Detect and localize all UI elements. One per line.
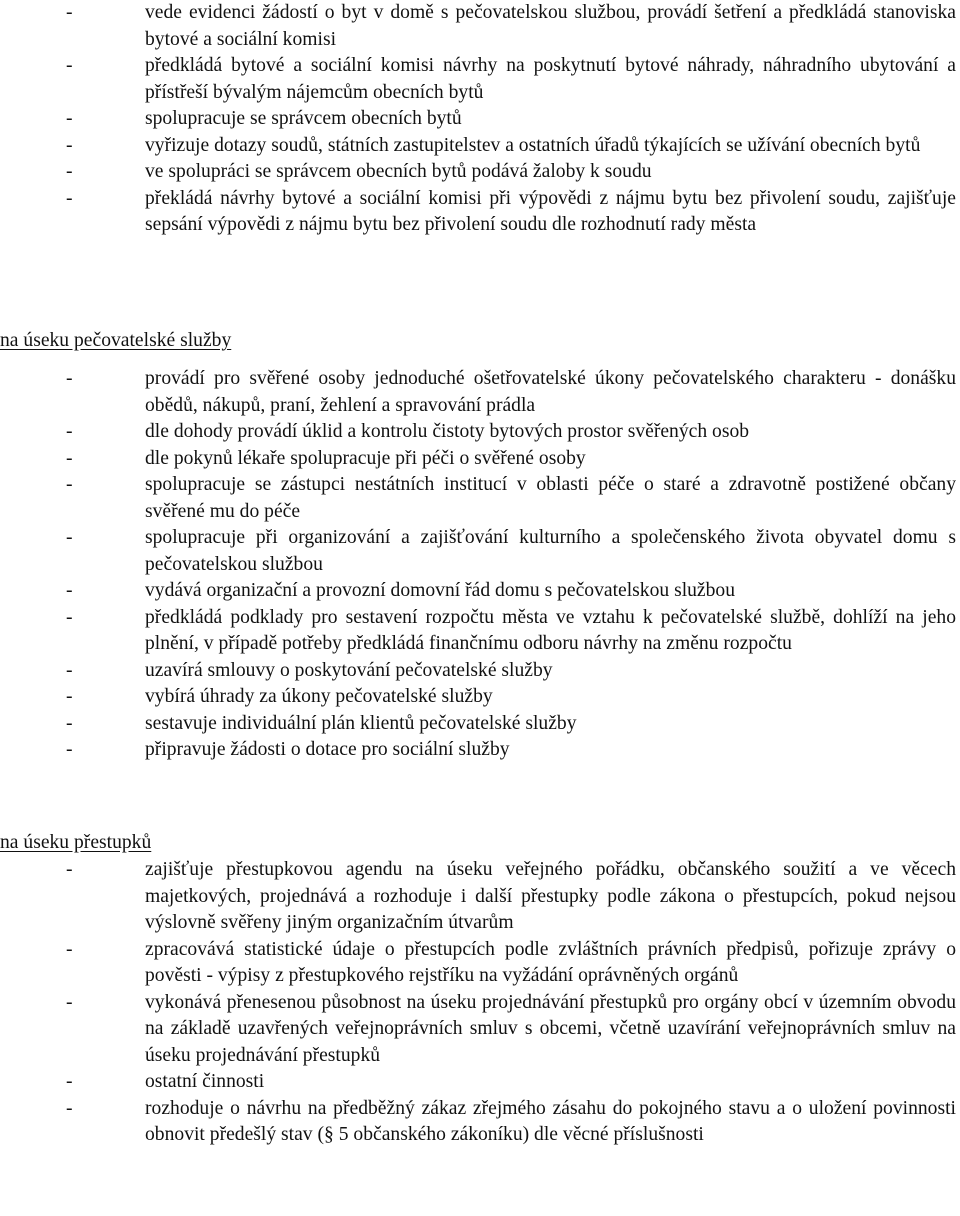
list-item — [0, 106, 960, 133]
list-item — [0, 159, 960, 186]
list-item-text: dle dohody provádí úklid a kontrolu čistoty bytových prostor svěřených osob — [145, 421, 750, 442]
bullet-dash: - — [66, 712, 73, 734]
list-item — [0, 53, 960, 106]
list-item-text: spolupracuje se správcem obecních bytů — [145, 108, 462, 129]
list-item-text: připravuje žádosti o dotace pro sociální služby — [145, 739, 510, 760]
list-item — [0, 990, 960, 1070]
list-item-text: spolupracuje při organizování a zajišťování kulturního a společenského života obyvatel domu s pečovatelskou službou — [145, 527, 956, 575]
list-item-text: rozhoduje o návrhu na předběžný zákaz zřejmého zásahu do pokojného stavu a o uložení povinnosti obnovit předešlý stav (§ 5 občanského zákoníku) dle věcné příslušnosti — [145, 1097, 956, 1145]
list-item-text: spolupracuje se zástupci nestátních institucí v oblasti péče o staré a zdravotně postižené občany svěřené mu do péče — [145, 474, 956, 522]
list-item — [0, 737, 960, 764]
list-item-text: vede evidenci žádostí o byt v domě s pečovatelskou službou, provádí šetření a předkládá stanoviska bytové a sociální komisi — [145, 2, 956, 50]
bullet-dash: - — [66, 686, 73, 707]
bullet-dash: - — [66, 859, 73, 880]
list-item — [0, 446, 960, 473]
list-item-text: vybírá úhrady za úkony pečovatelské služby — [145, 686, 493, 707]
list-item — [0, 366, 960, 419]
list-item — [0, 937, 960, 990]
list-item-text: vydává organizační a provozní domovní řád domu s pečovatelskou službou — [145, 580, 736, 601]
list-item-text: zpracovává statistické údaje o přestupcích podle zvláštních právních předpisů, pořizuje zprávy o pověsti - výpisy z přestupkového rejstříku na vyžádání oprávněných orgánů — [145, 938, 956, 986]
bullet-dash: - — [66, 2, 73, 23]
list-item-text: ve spolupráci se správcem obecních bytů podává žaloby k soudu — [145, 161, 652, 182]
list-item — [0, 605, 960, 658]
list-item — [0, 472, 960, 525]
list-item-text: předkládá bytové a sociální komisi návrhy na poskytnutí bytové náhrady, náhradního ubytování a přístřeší bývalým nájemcům obecních bytů — [145, 55, 956, 103]
bullet-dash: - — [66, 938, 73, 960]
list-item — [0, 658, 960, 685]
list-item-text: překládá návrhy bytové a sociální komisi při výpovědi z nájmu bytu bez přivolení soudu, zajišťuje sepsání výpovědi z nájmu bytu bez přivolení soudu dle rozhodnutí rady města — [145, 187, 956, 235]
bullet-dash: - — [66, 55, 73, 76]
bullet-dash: - — [66, 739, 73, 760]
list-item-text: vykonává přenesenou působnost na úseku projednávání přestupků pro orgány obcí v územním obvodu na základě uzavřených veřejnoprávních smluv s obcemi, včetně uzavírání veřejnoprávních smluv na úseku projednávání přestupků — [145, 991, 956, 1066]
bullet-dash: - — [66, 108, 73, 129]
bullet-dash: - — [66, 134, 73, 156]
list-item — [0, 684, 960, 711]
section-heading-care-service: na úseku pečovatelské služby — [0, 330, 232, 351]
list-item — [0, 186, 960, 239]
list-item — [0, 578, 960, 605]
list-item-text: ostatní činnosti — [145, 1071, 265, 1092]
section-heading-offences: na úseku přestupků — [0, 832, 152, 853]
section-offences-list — [0, 857, 960, 1149]
bullet-dash: - — [66, 1097, 73, 1119]
bullet-dash: - — [66, 659, 73, 681]
list-item-text: zajišťuje přestupkovou agendu na úseku veřejného pořádku, občanského soužití a ve věcech majetkových, projednává a rozhoduje i další přestupky podle zákona o přestupcích, pokud nejsou výslovně svěřeny jiným organizačním útvarům — [145, 859, 956, 933]
list-item-text: uzavírá smlouvy o poskytování pečovatelské služby — [145, 659, 553, 681]
bullet-dash: - — [66, 161, 73, 182]
bullet-dash: - — [66, 421, 73, 442]
bullet-dash: - — [66, 187, 73, 209]
list-item — [0, 133, 960, 160]
list-item — [0, 525, 960, 578]
list-item — [0, 1069, 960, 1096]
list-item-text: provádí pro svěřené osoby jednoduché ošetřovatelské úkony pečovatelského charakteru - donášku obědů, nákupů, praní, žehlení a spravování prádla — [145, 368, 956, 416]
section-housing-list — [0, 0, 960, 239]
bullet-dash: - — [66, 474, 73, 495]
bullet-dash: - — [66, 991, 73, 1013]
bullet-dash: - — [66, 580, 73, 601]
list-item-text: dle pokynů lékaře spolupracuje při péči o svěřené osoby — [145, 447, 586, 469]
bullet-dash: - — [66, 1071, 73, 1092]
list-item — [0, 419, 960, 446]
list-item-text: předkládá podklady pro sestavení rozpočtu města ve vztahu k pečovatelské službě, dohlíží na jeho plnění, v případě potřeby předkládá finančnímu odboru návrhy na změnu rozpočtu — [145, 606, 956, 654]
section-care-service-list — [0, 366, 960, 764]
bullet-dash: - — [66, 606, 73, 628]
list-item — [0, 711, 960, 738]
list-item-text: sestavuje individuální plán klientů pečovatelské služby — [145, 712, 577, 734]
list-item — [0, 0, 960, 53]
list-item — [0, 1096, 960, 1149]
list-item — [0, 857, 960, 937]
bullet-dash: - — [66, 447, 73, 469]
bullet-dash: - — [66, 368, 73, 389]
list-item-text: vyřizuje dotazy soudů, státních zastupitelstev a ostatních úřadů týkajících se užívání obecních bytů — [145, 134, 921, 156]
bullet-dash: - — [66, 527, 73, 548]
